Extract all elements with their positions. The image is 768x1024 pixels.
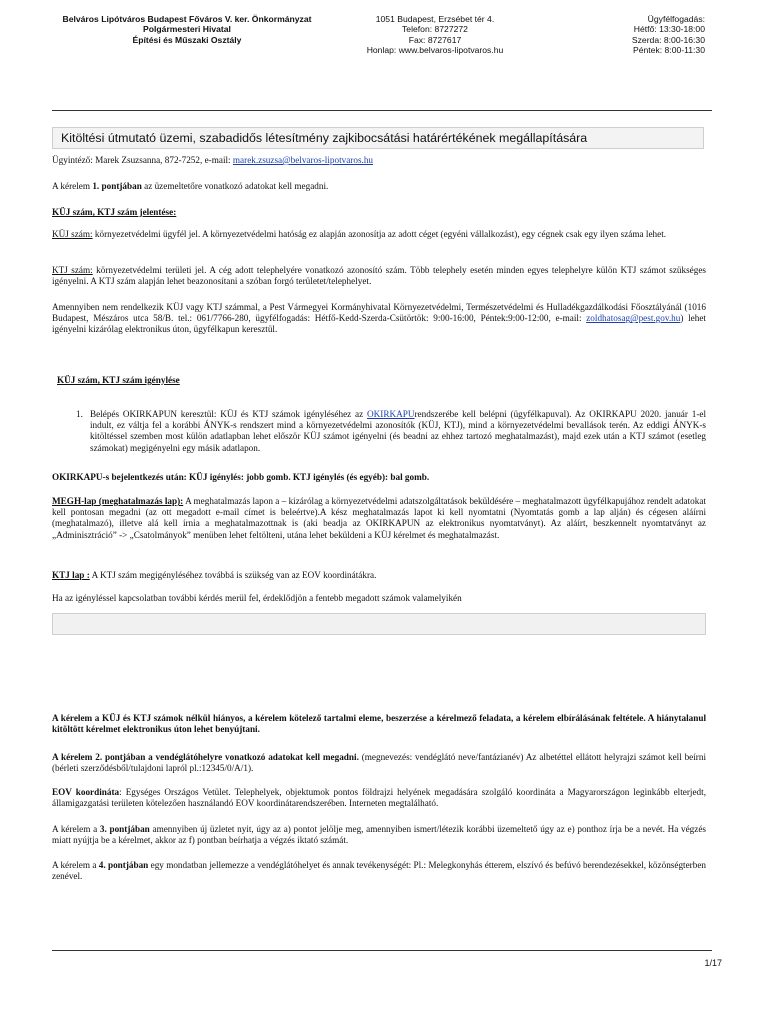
point4-text: egy mondatban jellemezze a vendéglátóhelyet és annak tevékenységét: Pl.: Melegkonyhás étterem, elszívó és befúvó berendezésekkel, közönségterben zenével.	[52, 860, 706, 882]
intro-text: A kérelem	[52, 181, 93, 191]
ktj-lap-text: A KTJ szám megigényléséhez továbbá is szükség van az EOV koordinátákra.	[89, 570, 377, 580]
authority-email-link[interactable]: zoldhatosag@pest.gov.hu	[586, 313, 681, 324]
ktj-text: környezetvédelmi területi jel. A cég adott telephelyére vonatkozó azonosító szám. Több telephely esetén minden egyes telephelyre külön KTJ számot szükséges igényelni. A KTJ szám alapján lehet beazonosítani a szóban forgó területet/telephelyet.	[52, 265, 706, 287]
intro-text: az üzemeltetőre vonatkozó adatokat kell megadni.	[141, 181, 329, 191]
point2-paragraph	[52, 752, 706, 774]
header-office-line: Polgármesteri Hivatal	[143, 24, 231, 35]
header-website: Honlap: www.belvaros-lipotvaros.hu	[366, 45, 504, 56]
list-number: 1.	[76, 409, 83, 419]
ktj-lap-term: KTJ lap :	[52, 570, 90, 580]
request-info-text: Amennyiben nem rendelkezik KÜJ vagy KTJ számmal, a Pest Vármegyei Kormányhivatal Környezetvédelmi, Természetvédelmi és Hulladékgazdálkodási Főosztályánál (1016 Budapest, Mészáros utca 58/B. tel.: 061/7766-280, ügyfélfogadás: Hétfő-Kedd-Szerda-Csütörtök: 9:00-16:00, Péntek:9:00-12:00, e-mail:	[52, 302, 706, 324]
point3-text: A kérelem a	[52, 824, 100, 834]
list-item	[76, 409, 707, 454]
point4-paragraph	[52, 860, 706, 882]
incomplete-notice: A kérelem a KÜJ és KTJ számok nélkül hiányos, a kérelem kötelező tartalmi eleme, beszerzése a kérelmező feladata, a kérelem elbírálásának feltétele. A hiánytalanul kitöltött kérelmet elektronikus úton lehet benyújtani.	[52, 713, 706, 735]
contact-text: Ügyintéző: Marek Zsuzsanna, 872-7252, e-mail:	[52, 155, 233, 165]
footer-divider	[52, 950, 712, 951]
okirkapu-login-line: OKIRKAPU-s bejelentkezés után: KÜJ igénylés: jobb gomb. KTJ igénylés (és egyéb): bal gomb.	[52, 472, 430, 482]
megh-paragraph	[52, 496, 706, 541]
point3-bold: 3. pontjában	[99, 824, 150, 834]
ktj-lap-paragraph	[52, 570, 706, 581]
header-office-line: Építési és Műszaki Osztály	[132, 34, 242, 45]
header-hours-line: Hétfő: 13:30-18:00	[633, 24, 705, 35]
point2-bold: A kérelem 2. pontjában a vendéglátóhelyre vonatkozó adatokat kell megadni.	[52, 752, 359, 762]
header-hours	[575, 14, 705, 56]
list-text: Belépés OKIRKAPUN keresztül: KÜJ és KTJ számok igényléséhez az	[90, 409, 367, 419]
empty-gray-box	[52, 613, 706, 635]
ktj-paragraph	[52, 265, 706, 287]
eov-text: : Egységes Országos Vetület. Telephelyek, objektumok pontos földrajzi helyének megadására szolgáló koordináta a Magyarországon leginkább elterjedt, államigazgatási területen kötelezően használandó EOV koordinátarendszerében. Interneten megtalálható.	[52, 787, 706, 809]
eov-term: EOV koordináta	[52, 787, 120, 797]
kuj-paragraph	[52, 229, 706, 240]
page-title: Kitöltési útmutató üzemi, szabadidős létesítmény zajkibocsátási határértékének megállapítására	[61, 131, 588, 145]
header-hours-title: Ügyfélfogadás:	[647, 14, 705, 24]
header-contact	[350, 14, 520, 56]
section-heading-request: KÜJ szám, KTJ szám igénylése	[57, 375, 180, 385]
header-office-line: Belváros Lipótváros Budapest Főváros V. ker. Önkormányzat	[62, 14, 312, 24]
point3-text: amennyiben új üzletet nyit, úgy az a) pontot jelölje meg, amennyiben ismert/létezik korábbi üzemeltető úgy az e) ponthoz írja be a nevét. Ha végzés miatt nyújtja be a kérelmet, akkor az f) pontban beírhatja a végzés iktató számát.	[52, 824, 706, 846]
point3-paragraph	[52, 824, 706, 846]
header-phone: Telefon: 8727272	[402, 24, 468, 35]
question-line: Ha az igényléssel kapcsolatban további kérdés merül fel, érdeklődjön a fentebb megadott számok valamelyikén	[52, 593, 462, 603]
header-fax: Fax: 8727617	[408, 34, 462, 45]
header-address: 1051 Budapest, Erzsébet tér 4.	[375, 14, 495, 24]
point4-text: A kérelem a	[52, 860, 99, 870]
kuj-text: környezetvédelmi ügyfél jel. A környezetvédelmi hatóság ez alapján azonosítja az adott céget (egyéni vállalkozást), egy cégnek csak egy ilyen száma lehet.	[92, 229, 667, 239]
kuj-term: KÜJ szám:	[52, 229, 93, 239]
eov-paragraph	[52, 787, 706, 809]
ktj-term: KTJ szám:	[52, 265, 93, 275]
header-hours-line: Péntek: 8:00-11:30	[633, 45, 705, 56]
megh-term: MEGH-lap (meghatalmazás lap):	[52, 496, 184, 506]
header-office	[52, 14, 322, 45]
intro-paragraph	[52, 181, 706, 192]
request-info-text: ) lehet igényelni kizárólag elektronikus úton, ügyfélkapun keresztül.	[52, 313, 706, 335]
header-hours-line: Szerda: 8:00-16:30	[631, 34, 705, 45]
point4-bold: 4. pontjában	[98, 860, 149, 870]
intro-bold: 1. pontjában	[92, 181, 142, 191]
megh-text: A meghatalmazás lapon a – kizárólag a környezetvédelmi adatszolgáltatások beküldésére – meghatalmazott ügyfélkapujához rendelt adatokat kell pontosan megadni (az ott megadott e-mail címet is beleértve).A kész meghatalmazás lapot ki kell nyomtatni (Nyomtatás gomb a lap alján) és cégesen aláírni (meghatalmazó), illetve alá kell írnia a meghatalmazottnak is (aki beadja az OKIRKAPUN az elektronikus nyomtatványt). Az aláírt, beszkennelt nyomtatványt az „Adminisztráció” -> „Csatolmányok” menüben lehet feltölteni, utána lehet beküldeni a KÜJ kérelmet és meghatalmazást.	[52, 496, 707, 540]
list-text: rendszerébe kell belépni (ügyfélkapuval). Az OKIRKAPU 2020. január 1-el indult, ez váltja fel a korábbi ÁNYK-s rendszert mind a környezetvédelmi azonosítók (KÜJ, KTJ), mind a környezetvédelmi bevallások terén. Az eddigi ÁNYK-s kitöltéssel szemben most külön adatlapban lehet először KÜJ számot igényelni (és beadni az ehhez tartozó meghatalmazást), majd ezek után a KTJ számot (esetleg számokat) megigényelni egy másik adatlapon.	[90, 409, 707, 453]
request-info-paragraph	[52, 302, 706, 336]
contact-line	[52, 155, 706, 166]
contact-email-link[interactable]: marek.zsuzsa@belvaros-lipotvaros.hu	[232, 155, 374, 165]
header-divider	[52, 110, 712, 111]
okirkapu-link[interactable]: OKIRKAPU	[366, 409, 415, 419]
page-number: 1/17	[704, 958, 722, 968]
title-box	[52, 127, 704, 149]
section-heading-meaning: KÜJ szám, KTJ szám jelentése:	[52, 207, 177, 217]
point2-text: (megnevezés: vendéglátó neve/fantázianév) Az albetéttel ellátott helyrajzi számot kell beírni (bérleti szerződésből/tulajdoni lapról pl.:12345/0/A/1).	[52, 752, 707, 774]
